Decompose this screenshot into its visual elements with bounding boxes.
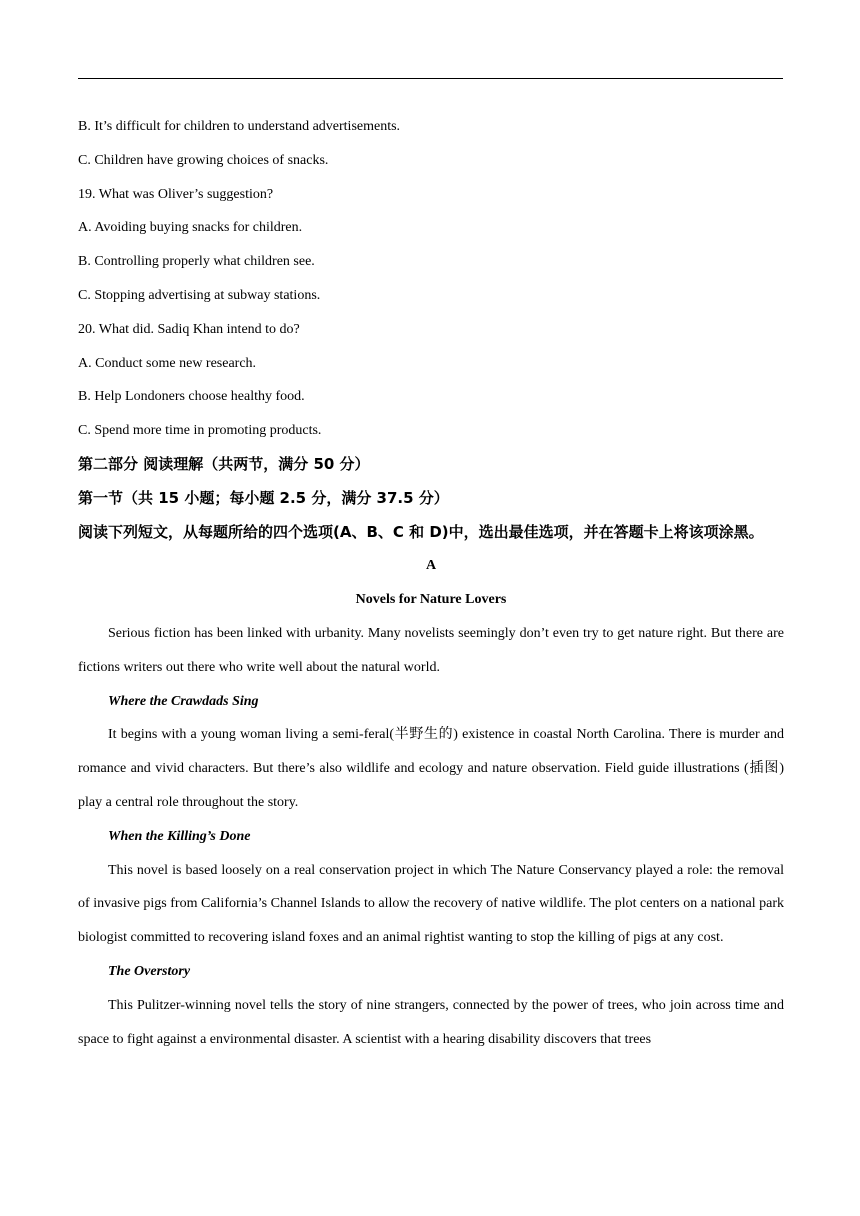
section-title: 第一节（共 15 小题；每小题 2.5 分，满分 37.5 分） (78, 488, 449, 507)
part-title: 第二部分 阅读理解（共两节，满分 50 分） (78, 454, 370, 473)
passage-title: Novels for Nature Lovers (355, 592, 507, 608)
instructions: 阅读下列短文，从每题所给的四个选项(A、B、C 和 D)中，选出最佳选项，并在答题卡上将该项涂黑。 (78, 522, 764, 541)
book-title: When the Killing’s Done (108, 828, 251, 844)
question-20-option-a: A. Conduct some new research. (78, 355, 257, 371)
book-description: This Pulitzer-winning novel tells the story of nine strangers, connected by the power of trees, who join across time and space to fight against a environmental disaster. A scientist with a hearing disability discovers that trees (78, 997, 784, 1047)
question-19-option-b: B. Controlling properly what children see. (78, 254, 315, 270)
question-19: 19. What was Oliver’s suggestion? (78, 186, 274, 202)
question-19-option-a: A. Avoiding buying snacks for children. (78, 220, 303, 236)
page-content (78, 110, 784, 1056)
question-20-option-c: C. Spend more time in promoting products. (78, 423, 322, 439)
book-title: The Overstory (108, 963, 191, 979)
book-title: Where the Crawdads Sing (108, 693, 259, 709)
header-rule (78, 78, 783, 79)
question-19-option-c: C. Stopping advertising at subway stations. (78, 287, 321, 303)
passage-intro: Serious fiction has been linked with urbanity. Many novelists seemingly don’t even try to get nature right. But there are fictions writers out there who write well about the natural world. (78, 625, 784, 675)
question-20: 20. What did. Sadiq Khan intend to do? (78, 321, 300, 337)
question-18-option-c: C. Children have growing choices of snacks. (78, 152, 329, 168)
passage-letter: A (425, 558, 437, 574)
book-description: This novel is based loosely on a real conservation project in which The Nature Conservancy played a role: the removal of invasive pigs from California’s Channel Islands to allow the recovery of native wildlife. The plot centers on a national park biologist committed to recovering island foxes and an animal rightist wanting to stop the killing of pigs at any cost. (78, 862, 784, 946)
question-20-option-b: B. Help Londoners choose healthy food. (78, 389, 305, 405)
book-description: It begins with a young woman living a semi-feral(半野生的) existence in coastal North Carolina. There is murder and romance and vivid characters. But there’s also wildlife and ecology and nature observation. Field guide illustrations (插图) play a central role throughout the story. (78, 727, 784, 810)
question-18-option-b: B. It’s difficult for children to understand advertisements. (78, 119, 401, 134)
